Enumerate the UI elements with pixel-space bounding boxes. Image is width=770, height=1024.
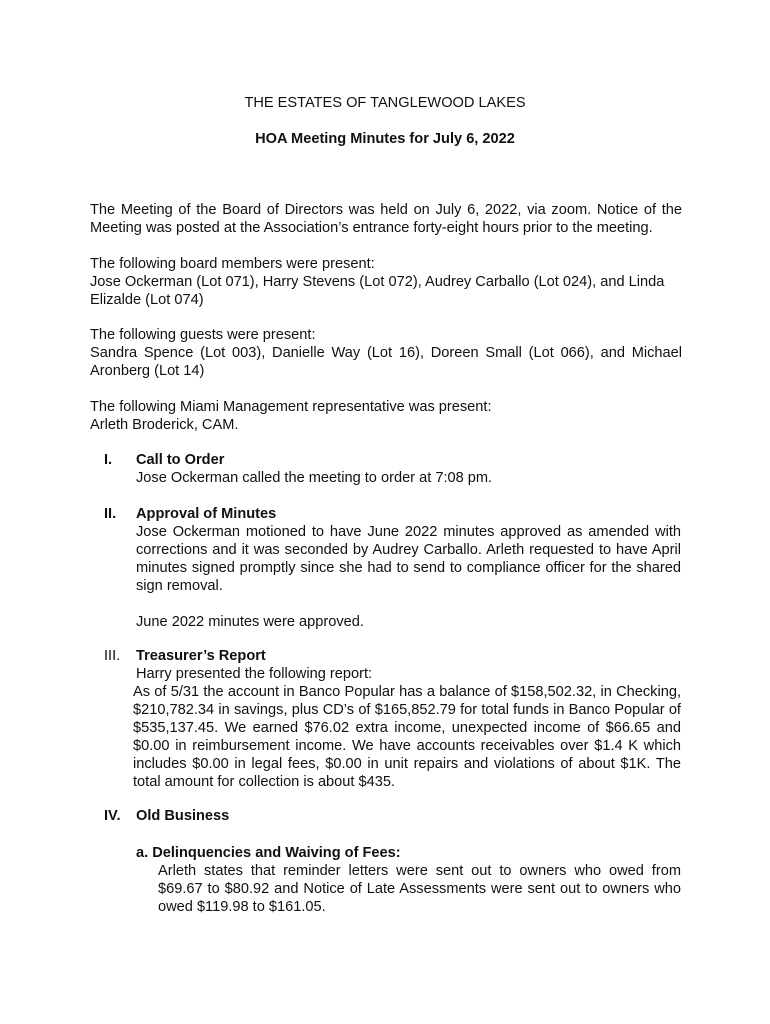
section-body xyxy=(136,807,681,825)
intro-text: The Meeting of the Board of Directors was held on July 6, 2022, via zoom. Notice of the Meeting was posted at the Association’s entrance forty-eight hours prior to the meeting. xyxy=(90,202,682,236)
section-title: Approval of Minutes xyxy=(136,506,277,522)
association-name: THE ESTATES OF TANGLEWOOD LAKES xyxy=(244,95,526,111)
section-title: Call to Order xyxy=(136,452,225,468)
section-numeral: I. xyxy=(104,452,113,468)
section-title: Treasurer’s Report xyxy=(136,648,266,664)
representative-heading: The following Miami Management representative was present: xyxy=(90,399,492,415)
section-numeral: III. xyxy=(104,648,121,664)
guests-list: Sandra Spence (Lot 003), Danielle Way (Lot 16), Doreen Small (Lot 066), and Michael Aronberg (Lot 14) xyxy=(90,345,682,379)
board-members-heading: The following board members were present: xyxy=(90,256,375,272)
document-title: HOA Meeting Minutes for July 6, 2022 xyxy=(255,131,515,147)
subsection-delinquencies xyxy=(136,844,681,916)
guests-heading: The following guests were present: xyxy=(90,327,316,343)
board-members-list: Jose Ockerman (Lot 071), Harry Stevens (Lot 072), Audrey Carballo (Lot 024), and Linda Elizalde (Lot 074) xyxy=(90,274,665,308)
section-numeral: II. xyxy=(104,506,117,522)
representative-name: Arleth Broderick, CAM. xyxy=(90,417,239,433)
section-body xyxy=(136,505,681,631)
intro-paragraph xyxy=(90,201,682,237)
section-report-text: As of 5/31 the account in Banco Popular has a balance of $158,502.32, in Checking, $210,782.34 in savings, plus CD’s of $165,852.79 for total funds in Banco Popular of $535,137.45. We earned $76.02 extra income, unexpected income of $66.65 and $0.00 in reimbursement income. We have accounts receivables over $1.4 K which includes $0.00 in legal fees, $0.00 in unit repairs and violations of about $1K. The total amount for collection is about $435. xyxy=(133,684,681,790)
section-text-approved: June 2022 minutes were approved. xyxy=(136,614,364,630)
section-title: Old Business xyxy=(136,808,230,824)
section-text: Jose Ockerman motioned to have June 2022 minutes approved as amended with corrections and it was seconded by Audrey Carballo. Arleth requested to have April minutes signed promptly since she had to send to compliance officer for the shared sign removal. xyxy=(136,524,681,594)
section-text: Jose Ockerman called the meeting to order at 7:08 pm. xyxy=(136,470,493,486)
board-members-block xyxy=(90,255,682,309)
section-body xyxy=(136,451,681,487)
guests-block xyxy=(90,326,682,380)
subsection-text: Arleth states that reminder letters were sent out to owners who owed from $69.67 to $80.92 and Notice of Late Assessments were sent out to owners who owed $119.98 to $161.05. xyxy=(158,863,681,915)
subsection-title: a. Delinquencies and Waiving of Fees: xyxy=(136,845,401,861)
section-intro-text: Harry presented the following report: xyxy=(136,666,373,682)
representative-block xyxy=(90,398,682,434)
section-body xyxy=(133,647,681,791)
section-numeral: IV. xyxy=(104,808,121,824)
